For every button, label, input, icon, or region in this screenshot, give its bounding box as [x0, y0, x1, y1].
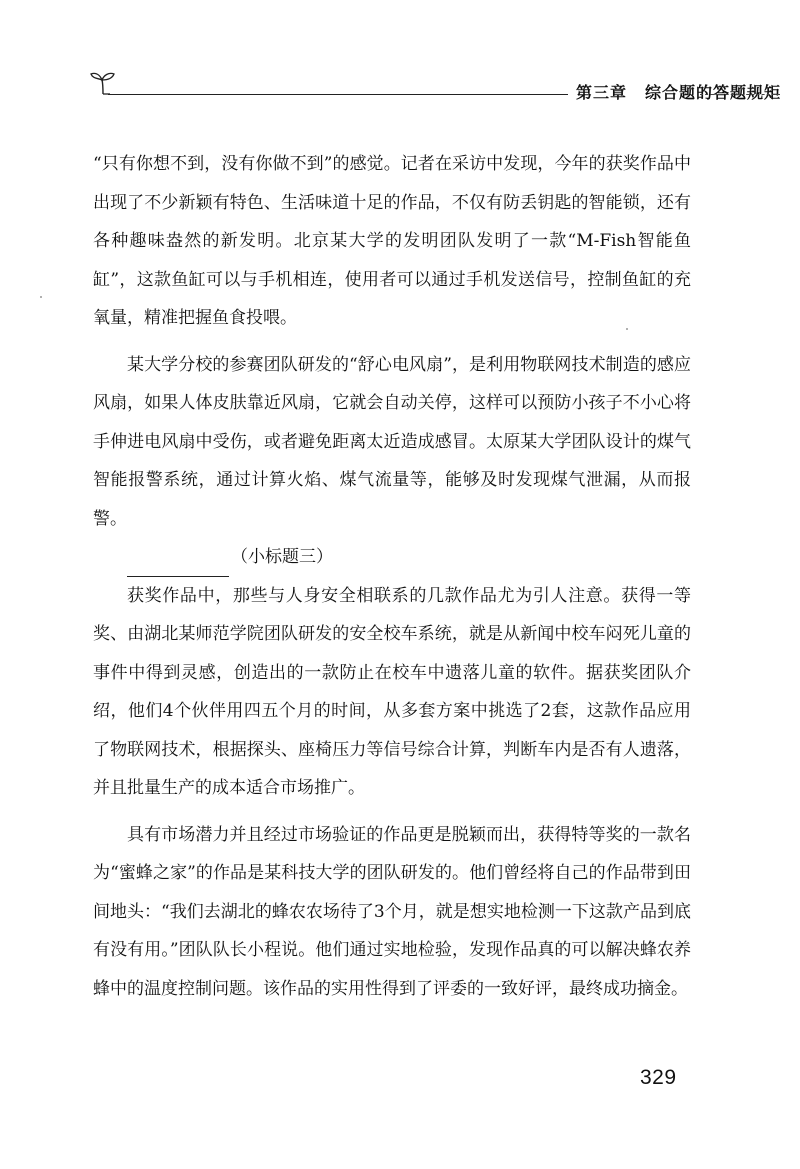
body-text	[93, 145, 691, 1008]
sprout-icon	[88, 66, 118, 96]
scan-speck	[40, 296, 42, 298]
chapter-title: 综合题的答题规矩	[645, 83, 782, 102]
subtitle-placeholder	[93, 538, 691, 577]
paragraph-4: 具有市场潜力并且经过市场验证的作品更是脱颖而出，获得特等奖的一款名为“蜜蜂之家”的作品是某科技大学的团队研发的。他们曾经将自己的作品带到田间地头：“我们去湖北的蜂农农场待了3个月，就是想实地检测一下这款产品到底有没有用。”团队队长小程说。他们通过实地检验，发现作品真的可以解决蜂农养蜂中的温度控制问题。该作品的实用性得到了评委的一致好评，最终成功摘金。	[93, 824, 691, 999]
paragraph-3: 获奖作品中，那些与人身安全相联系的几款作品尤为引人注意。获得一等奖、由湖北某师范学院团队研发的安全校车系统，就是从新闻中校车闷死儿童的事件中得到灵感，创造出的一款防止在校车中遗落儿童的软件。据获奖团队介绍，他们4个伙伴用四五个月的时间，从多套方案中挑选了2套，这款作品应用了物联网技术，根据探头、座椅压力等信号综合计算，判断车内是否有人遗落，并且批量生产的成本适合市场推广。	[93, 585, 691, 798]
subtitle-hint: （小标题三）	[231, 547, 333, 567]
fill-in-blank	[127, 554, 229, 577]
paragraph-2: 某大学分校的参赛团队研发的“舒心电风扇”，是利用物联网技术制造的感应风扇，如果人体皮肤靠近风扇，它就会自动关停，这样可以预防小孩子不小心将手伸进电风扇中受伤，或者避免距离太近造成感冒。太原某大学团队设计的煤气智能报警系统，通过计算火焰、煤气流量等，能够及时发现煤气泄漏，从而报警。	[93, 354, 691, 529]
chapter-number: 第三章	[576, 83, 628, 102]
running-header	[88, 66, 788, 102]
paragraph-1: “只有你想不到，没有你做不到”的感觉。记者在采访中发现，今年的获奖作品中出现了不少新颖有特色、生活味道十足的作品，不仅有防丢钥匙的智能锁，还有各种趣味盎然的新发明。北京某大学的发明团队发明了一款“M-Fish智能鱼缸”，这款鱼缸可以与手机相连，使用者可以通过手机发送信号，控制鱼缸的充氧量，精准把握鱼食投喂。	[93, 154, 691, 328]
chapter-heading	[576, 80, 781, 103]
header-rule-right	[700, 94, 780, 95]
scan-speck	[626, 328, 628, 330]
page-number: 329	[640, 1066, 677, 1089]
header-rule-left	[108, 94, 568, 95]
